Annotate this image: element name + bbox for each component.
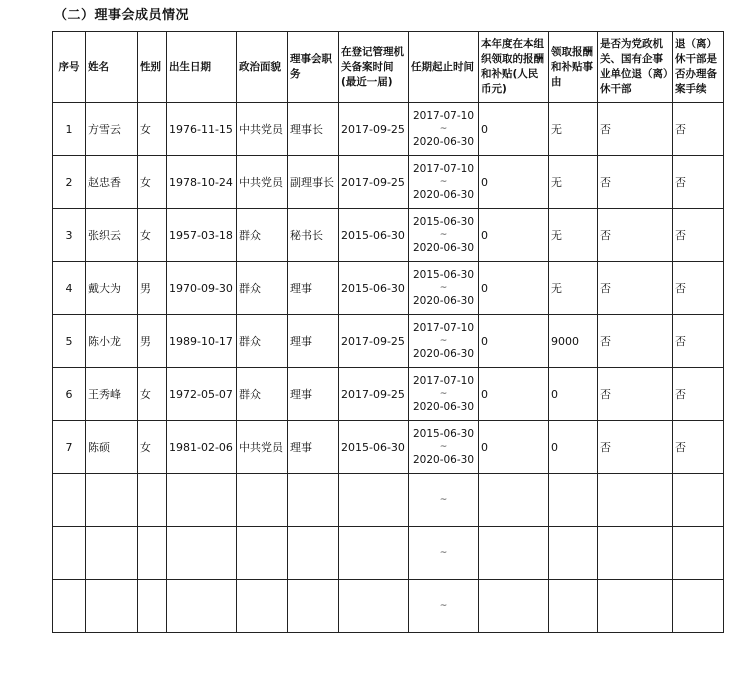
cell-retired: 否	[598, 209, 673, 262]
cell-gender: 女	[138, 103, 167, 156]
cell-gender: 女	[138, 421, 167, 474]
empty-cell	[339, 580, 409, 633]
cell-filed: 否	[673, 421, 724, 474]
term-end: 2020-06-30	[412, 189, 475, 201]
empty-cell	[479, 474, 549, 527]
cell-name: 张织云	[86, 209, 138, 262]
cell-birth: 1972-05-07	[167, 368, 237, 421]
empty-cell	[288, 527, 339, 580]
cell-retired: 否	[598, 156, 673, 209]
table-row	[53, 421, 724, 474]
cell-registered: 2015-06-30	[339, 262, 409, 315]
cell-position: 副理事长	[288, 156, 339, 209]
cell-registered: 2017-09-25	[339, 315, 409, 368]
empty-cell	[549, 527, 598, 580]
cell-position: 理事长	[288, 103, 339, 156]
empty-cell	[549, 580, 598, 633]
table-row	[53, 156, 724, 209]
cell-name: 方雪云	[86, 103, 138, 156]
term-start: 2017-07-10	[412, 163, 475, 175]
empty-row	[53, 474, 724, 527]
cell-retired: 否	[598, 262, 673, 315]
empty-cell	[598, 580, 673, 633]
term-end: 2020-06-30	[412, 348, 475, 360]
cell-reason: 无	[549, 262, 598, 315]
empty-cell	[598, 474, 673, 527]
term-separator: ~	[439, 230, 448, 240]
term-separator: ~	[439, 389, 448, 399]
header-row	[53, 32, 724, 103]
cell-seq: 2	[53, 156, 86, 209]
cell-term	[409, 474, 479, 527]
header-registered: 在登记管理机关备案时间(最近一届)	[339, 32, 409, 103]
table-row	[53, 103, 724, 156]
empty-cell	[673, 527, 724, 580]
header-term: 任期起止时间	[409, 32, 479, 103]
cell-term	[409, 209, 479, 262]
cell-pay: 0	[479, 368, 549, 421]
cell-gender: 女	[138, 368, 167, 421]
term-separator: ~	[439, 442, 448, 452]
empty-cell	[138, 580, 167, 633]
cell-registered: 2017-09-25	[339, 156, 409, 209]
term-separator: ~	[439, 601, 448, 611]
cell-political: 群众	[237, 209, 288, 262]
cell-birth: 1981-02-06	[167, 421, 237, 474]
cell-political: 中共党员	[237, 156, 288, 209]
header-position: 理事会职务	[288, 32, 339, 103]
empty-cell	[339, 527, 409, 580]
header-political: 政治面貌	[237, 32, 288, 103]
empty-cell	[167, 527, 237, 580]
cell-birth: 1976-11-15	[167, 103, 237, 156]
header-seq: 序号	[53, 32, 86, 103]
cell-registered: 2015-06-30	[339, 209, 409, 262]
cell-filed: 否	[673, 209, 724, 262]
header-pay: 本年度在本组织领取的报酬和补贴(人民币元)	[479, 32, 549, 103]
empty-cell	[53, 527, 86, 580]
cell-birth: 1978-10-24	[167, 156, 237, 209]
term-end: 2020-06-30	[412, 295, 475, 307]
cell-term	[409, 315, 479, 368]
cell-term	[409, 262, 479, 315]
cell-gender: 男	[138, 262, 167, 315]
cell-name: 赵忠香	[86, 156, 138, 209]
empty-cell	[138, 474, 167, 527]
cell-term	[409, 527, 479, 580]
cell-term	[409, 580, 479, 633]
empty-cell	[138, 527, 167, 580]
table-row	[53, 315, 724, 368]
cell-position: 秘书长	[288, 209, 339, 262]
cell-retired: 否	[598, 368, 673, 421]
empty-row	[53, 527, 724, 580]
table-row	[53, 209, 724, 262]
empty-cell	[288, 474, 339, 527]
header-reason: 领取报酬和补贴事由	[549, 32, 598, 103]
cell-seq: 3	[53, 209, 86, 262]
term-separator: ~	[439, 124, 448, 134]
cell-reason: 无	[549, 103, 598, 156]
term-separator: ~	[439, 177, 448, 187]
empty-cell	[86, 474, 138, 527]
cell-reason: 无	[549, 209, 598, 262]
empty-cell	[479, 580, 549, 633]
cell-term	[409, 368, 479, 421]
header-birth: 出生日期	[167, 32, 237, 103]
cell-reason: 9000	[549, 315, 598, 368]
empty-cell	[549, 474, 598, 527]
term-end: 2020-06-30	[412, 242, 475, 254]
header-retired: 是否为党政机关、国有企事业单位退（离）休干部	[598, 32, 673, 103]
cell-name: 陈硕	[86, 421, 138, 474]
cell-political: 中共党员	[237, 103, 288, 156]
empty-cell	[479, 527, 549, 580]
cell-name: 王秀峰	[86, 368, 138, 421]
cell-filed: 否	[673, 315, 724, 368]
empty-row	[53, 580, 724, 633]
cell-filed: 否	[673, 262, 724, 315]
cell-retired: 否	[598, 103, 673, 156]
cell-filed: 否	[673, 156, 724, 209]
cell-pay: 0	[479, 156, 549, 209]
cell-political: 中共党员	[237, 421, 288, 474]
cell-seq: 7	[53, 421, 86, 474]
cell-registered: 2015-06-30	[339, 421, 409, 474]
term-end: 2020-06-30	[412, 401, 475, 413]
cell-birth: 1957-03-18	[167, 209, 237, 262]
empty-cell	[673, 580, 724, 633]
cell-seq: 6	[53, 368, 86, 421]
cell-reason: 0	[549, 368, 598, 421]
cell-gender: 男	[138, 315, 167, 368]
cell-political: 群众	[237, 315, 288, 368]
cell-pay: 0	[479, 315, 549, 368]
cell-position: 理事	[288, 262, 339, 315]
cell-political: 群众	[237, 368, 288, 421]
cell-filed: 否	[673, 103, 724, 156]
cell-name: 陈小龙	[86, 315, 138, 368]
table-row	[53, 262, 724, 315]
cell-gender: 女	[138, 156, 167, 209]
cell-seq: 4	[53, 262, 86, 315]
term-start: 2017-07-10	[412, 110, 475, 122]
cell-seq: 5	[53, 315, 86, 368]
cell-name: 戴大为	[86, 262, 138, 315]
cell-pay: 0	[479, 421, 549, 474]
cell-retired: 否	[598, 421, 673, 474]
empty-cell	[167, 474, 237, 527]
cell-birth: 1989-10-17	[167, 315, 237, 368]
cell-retired: 否	[598, 315, 673, 368]
term-start: 2015-06-30	[412, 216, 475, 228]
cell-registered: 2017-09-25	[339, 368, 409, 421]
cell-pay: 0	[479, 209, 549, 262]
cell-pay: 0	[479, 103, 549, 156]
term-start: 2017-07-10	[412, 322, 475, 334]
term-end: 2020-06-30	[412, 136, 475, 148]
cell-gender: 女	[138, 209, 167, 262]
term-start: 2015-06-30	[412, 269, 475, 281]
cell-position: 理事	[288, 315, 339, 368]
empty-cell	[673, 474, 724, 527]
empty-cell	[339, 474, 409, 527]
term-start: 2017-07-10	[412, 375, 475, 387]
cell-position: 理事	[288, 368, 339, 421]
empty-cell	[53, 580, 86, 633]
empty-cell	[53, 474, 86, 527]
cell-position: 理事	[288, 421, 339, 474]
cell-term	[409, 156, 479, 209]
cell-term	[409, 103, 479, 156]
empty-cell	[288, 580, 339, 633]
cell-reason: 无	[549, 156, 598, 209]
cell-political: 群众	[237, 262, 288, 315]
term-separator: ~	[439, 548, 448, 558]
empty-cell	[86, 527, 138, 580]
header-gender: 性别	[138, 32, 167, 103]
empty-cell	[237, 474, 288, 527]
section-title: （二）理事会成员情况	[54, 8, 190, 23]
term-separator: ~	[439, 336, 448, 346]
table-row	[53, 368, 724, 421]
cell-seq: 1	[53, 103, 86, 156]
term-separator: ~	[439, 283, 448, 293]
council-members-table	[52, 31, 724, 633]
empty-cell	[86, 580, 138, 633]
empty-cell	[237, 527, 288, 580]
cell-reason: 0	[549, 421, 598, 474]
term-end: 2020-06-30	[412, 454, 475, 466]
cell-filed: 否	[673, 368, 724, 421]
term-separator: ~	[439, 495, 448, 505]
cell-pay: 0	[479, 262, 549, 315]
cell-birth: 1970-09-30	[167, 262, 237, 315]
cell-registered: 2017-09-25	[339, 103, 409, 156]
empty-cell	[237, 580, 288, 633]
header-name: 姓名	[86, 32, 138, 103]
empty-cell	[167, 580, 237, 633]
term-start: 2015-06-30	[412, 428, 475, 440]
empty-cell	[598, 527, 673, 580]
header-filed: 退（离）休干部是否办理备案手续	[673, 32, 724, 103]
cell-term	[409, 421, 479, 474]
